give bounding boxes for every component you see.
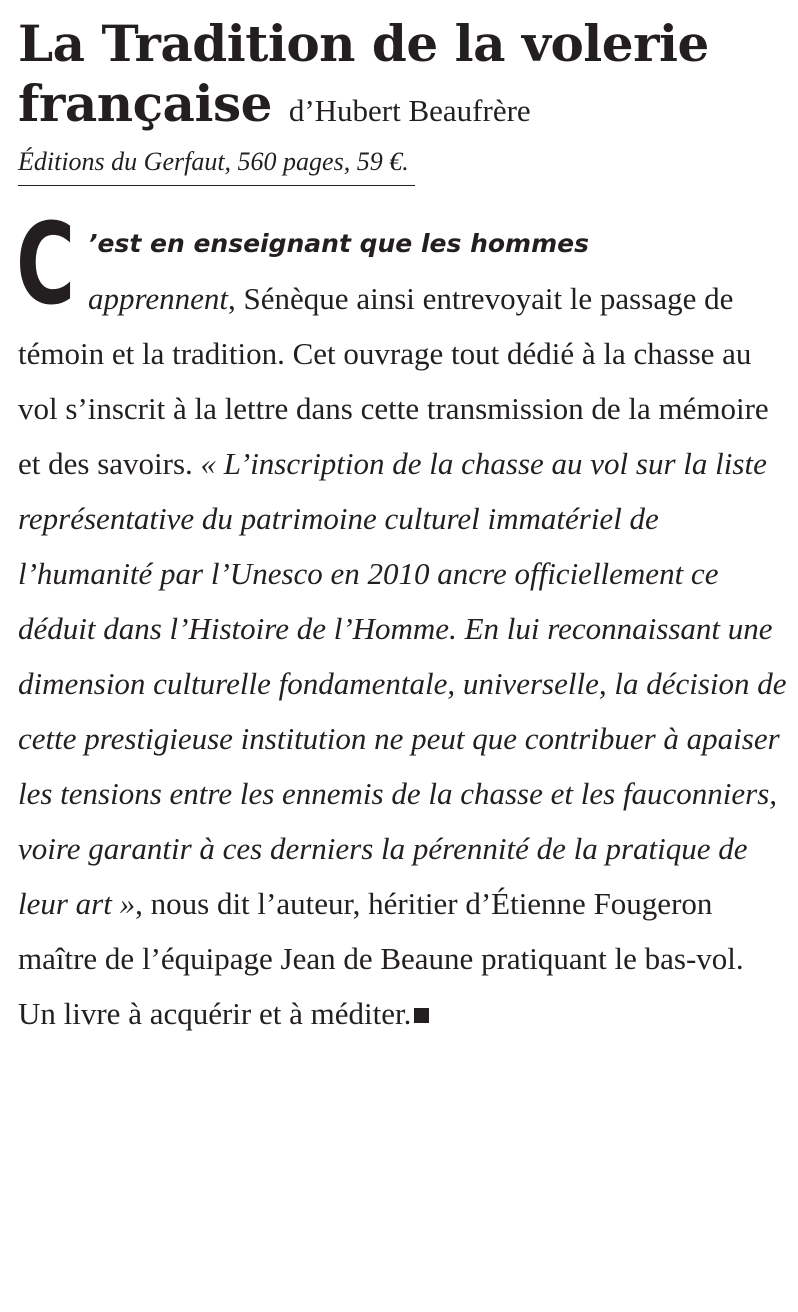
publisher-info: Éditions du Gerfaut, 560 pages, 59 €.: [18, 145, 415, 186]
lead-in-continuation: apprennent: [88, 281, 229, 316]
drop-cap: C: [16, 200, 73, 330]
author-quote: « L’inscription de la chasse au vol sur la liste représentative du patrimoine culturel immatériel de l’humanité par l’Unesco en 2010 ancre officiellement ce déduit dans l’Histoire de l’Homme. En lui reconnaissant une dimension culturelle fondamentale, universelle, la décision de cette prestigieuse institution ne peut que contribuer à apaiser les tensions entre les ennemis de la chasse et les fauconniers, voire garantir à ces derniers la pérennité de la pratique de leur art »: [18, 446, 787, 921]
article-title: [18, 14, 788, 141]
title-line-2: française: [18, 74, 272, 133]
book-review-article: [18, 14, 788, 1041]
review-body: [16, 200, 788, 1041]
lead-in: ’est en enseignant que les hommes: [88, 229, 589, 258]
body-outro: , nous dit l’auteur, héritier d’Étienne Fougeron maître de l’équipage Jean de Beaune pratiquant le bas-vol. Un livre à acquérir et à méditer.: [18, 886, 744, 1031]
body-intro: , Sénèque ainsi entrevoyait le passage de témoin et la tradition. Cet ouvrage tout dédié à la chasse au vol s’inscrit à la lettre dans cette transmission de la mémoire et des savoirs.: [18, 281, 769, 481]
title-line-1: La Tradition de la volerie: [18, 14, 709, 73]
author-byline: d’Hubert Beaufrère: [288, 93, 531, 128]
end-mark-icon: [414, 1008, 429, 1023]
